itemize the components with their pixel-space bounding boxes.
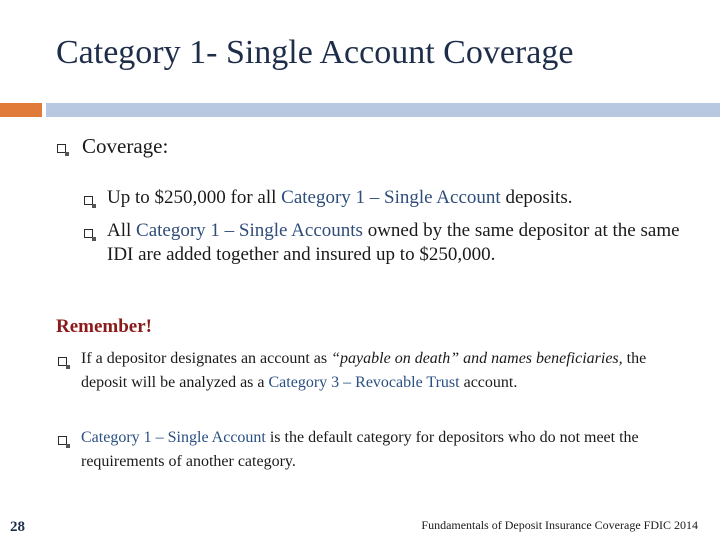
highlight-term: Category 1 – Single Account	[281, 187, 501, 208]
remember-heading: Remember!	[56, 316, 153, 337]
bullet-icon	[58, 436, 67, 445]
coverage-item-1: Up to $250,000 for all Category 1 – Single Account deposits.	[107, 187, 573, 208]
footer-text: Fundamentals of Deposit Insurance Coverage FDIC 2014	[421, 518, 698, 532]
slide-number: 28	[10, 519, 25, 535]
slide-title: Category 1- Single Account Coverage	[56, 34, 574, 71]
bullet-icon	[58, 357, 67, 366]
bullet-icon	[84, 229, 93, 238]
bullet-icon	[57, 144, 66, 153]
highlight-term: Category 1 – Single Accounts	[136, 220, 363, 241]
accent-bar	[46, 103, 720, 117]
remember-item-2: Category 1 – Single Account is the default category for depositors who do not meet the requirements of another category.	[81, 429, 639, 470]
highlight-term: Category 3 – Revocable Trust	[268, 374, 460, 391]
accent-square	[0, 103, 42, 117]
highlight-term: Category 1 – Single Account	[81, 429, 266, 446]
bullet-icon	[84, 196, 93, 205]
coverage-item-2: All Category 1 – Single Accounts owned by the same depositor at the same IDI are added together and insured up to $250,000.	[107, 220, 680, 265]
coverage-heading: Coverage:	[82, 134, 169, 158]
remember-item-1: If a depositor designates an account as “payable on death” and names beneficiaries, the deposit will be analyzed as a Category 3 – Revocable Trust account.	[81, 350, 647, 391]
